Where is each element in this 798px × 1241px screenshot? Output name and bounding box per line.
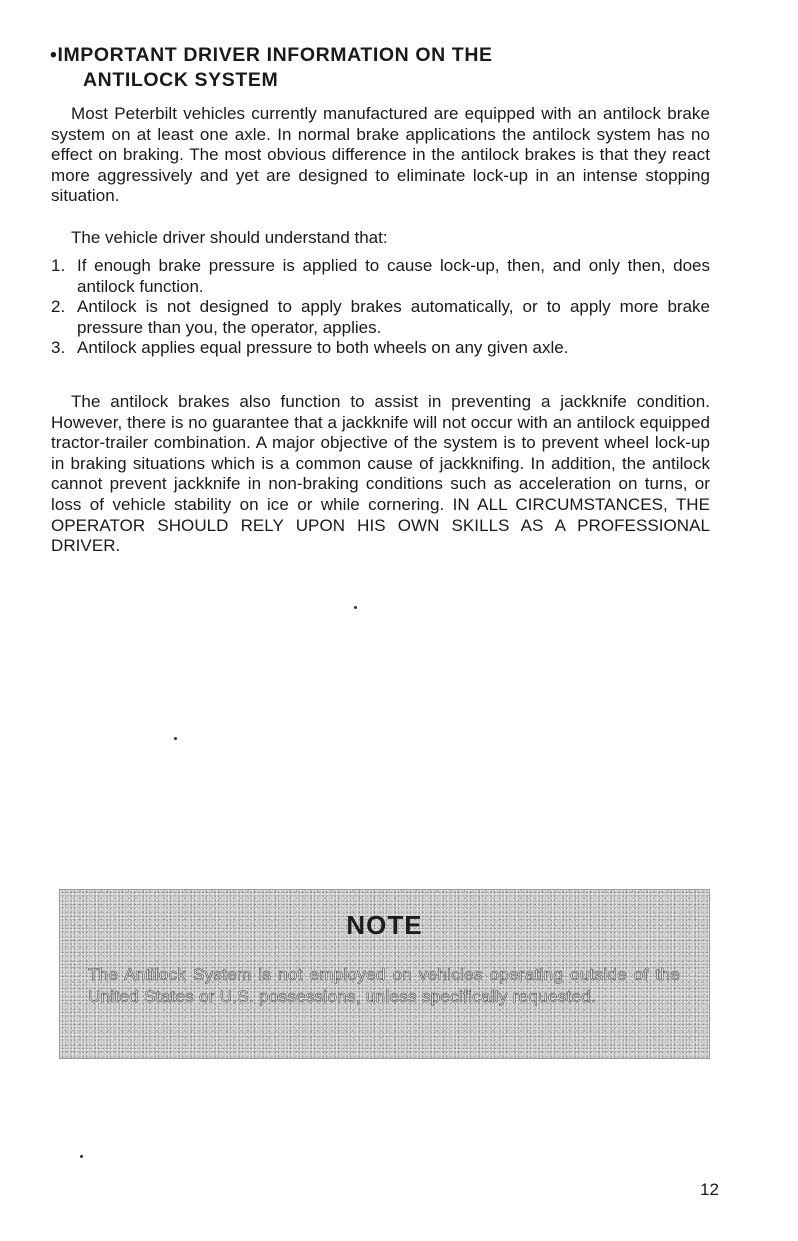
list-item bbox=[51, 297, 710, 338]
intro-paragraph: Most Peterbilt vehicles currently manufactured are equipped with an antilock brake system on at least one axle. In normal brake applications the antilock system has no effect on braking. The most obvious difference in the antilock brakes is that they react more aggressively and yet are designed to eliminate lock-up in an intense stopping situation. bbox=[51, 104, 710, 206]
page-number: 12 bbox=[700, 1180, 719, 1199]
note-title: NOTE bbox=[346, 910, 423, 940]
list-item-text: If enough brake pressure is applied to cause lock-up, then, and only then, does antilock function. bbox=[77, 256, 710, 296]
note-box bbox=[59, 889, 710, 1059]
section-heading bbox=[50, 43, 740, 93]
list-item-text: Antilock applies equal pressure to both wheels on any given axle. bbox=[77, 338, 569, 358]
list-item bbox=[51, 256, 710, 297]
print-speck bbox=[80, 1155, 83, 1158]
list-item-number: 3. bbox=[51, 338, 66, 358]
heading-bullet: • bbox=[50, 44, 58, 66]
print-speck bbox=[174, 737, 177, 740]
note-text: The Antilock System is not employed on vehicles operating outside of the United States or U.S. possessions, unless specifically requested. bbox=[88, 965, 680, 1006]
lead-in-text: The vehicle driver should understand that: bbox=[71, 228, 388, 247]
list-item-number: 1. bbox=[51, 256, 66, 275]
jackknife-paragraph: The antilock brakes also function to assist in preventing a jackknife condition. However, there is no guarantee that a jackknife will not occur with an antilock equipped tractor-trailer combination. A major objective of the system is to prevent wheel lock-up in braking situations which is a common cause of jackknifing. In addition, the antilock cannot prevent jackknife in non-braking conditions such as acceleration on turns, or loss of vehicle stability on ice or while cornering. IN ALL CIRCUMSTANCES, THE OPERATOR SHOULD RELY UPON HIS OWN SKILLS AS A PROFESSIONAL DRIVER. bbox=[51, 392, 710, 556]
driver-points-list bbox=[51, 256, 710, 359]
heading-line-1: IMPORTANT DRIVER INFORMATION ON THE bbox=[57, 44, 493, 66]
print-speck bbox=[354, 606, 357, 609]
list-item bbox=[51, 338, 710, 359]
heading-line-2: ANTILOCK SYSTEM bbox=[83, 69, 279, 91]
list-item-text: Antilock is not designed to apply brakes automatically, or to apply more brake pressure than you, the operator, applies. bbox=[77, 297, 710, 337]
list-item-number: 2. bbox=[51, 297, 66, 317]
